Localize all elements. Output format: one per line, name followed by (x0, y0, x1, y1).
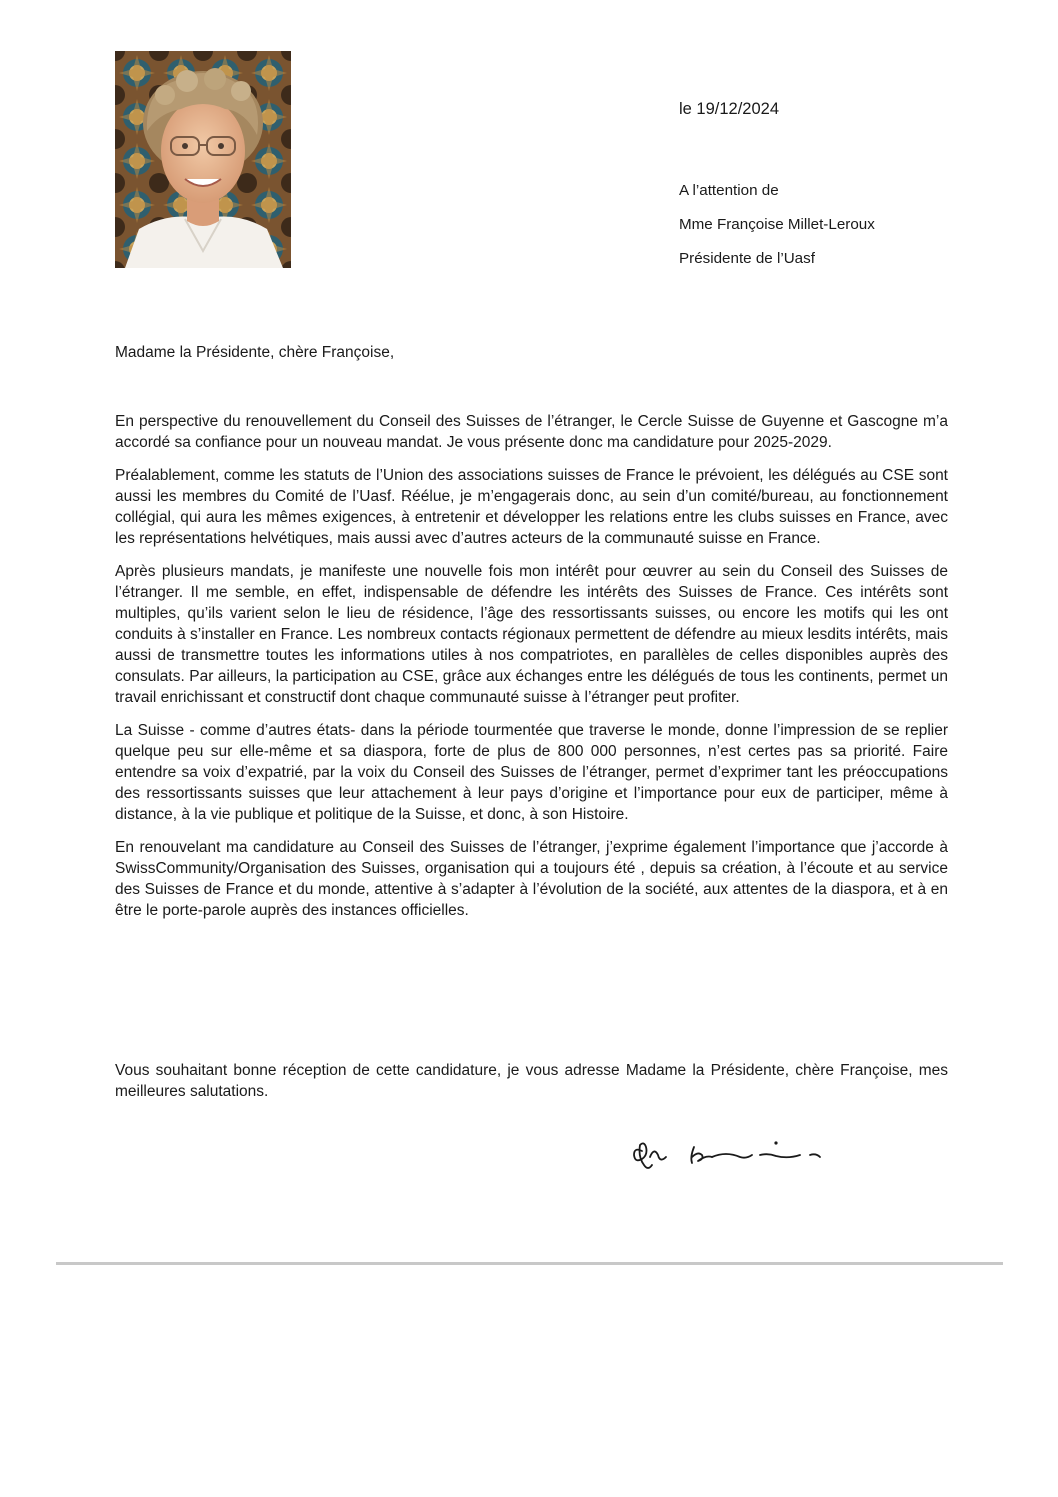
recipient-line: A l’attention de (679, 182, 779, 199)
paragraph: Préalablement, comme les statuts de l’Union des associations suisses de France le prévoient, les délégués au CSE sont aussi les membres du Comité de l’Uasf. Réélue, je m’engagerais donc, au sein d’un comité/bureau, au fonctionnement collégial, qui aura les mêmes exigences, à entretenir et développer les relations entre les clubs suisses en France, avec les représentations helvétiques, mais aussi avec d’autres acteurs de la communauté suisse en France. (115, 467, 948, 547)
recipient-title: Présidente de l’Uasf (679, 250, 815, 267)
footer-divider (56, 1262, 1003, 1265)
handwritten-signature (628, 1133, 838, 1178)
salutation: Madame la Présidente, chère Françoise, (115, 344, 395, 361)
paragraph: Après plusieurs mandats, je manifeste une nouvelle fois mon intérêt pour œuvrer au sein du Conseil des Suisses de l’étranger. Il me semble, en effet, indispensable de défendre les intérêts des Suisses de France. Ces intérêts sont multiples, qu’ils varient selon le lieu de résidence, l’âge des ressortissants suisses, ou encore les motifs qui les ont conduits à s’installer en France. Les nombreux contacts régionaux permettent de défendre au mieux lesdits intérêts, mais aussi de transmettre toutes les informations utiles à nos compatriotes, en parallèles de celles disponibles auprès des consulats. Par ailleurs, la participation au CSE, grâce aux échanges entre les délégués de tous les continents, permet un travail enrichissant et constructif dont chaque communauté suisse à l’étranger peut profiter. (115, 563, 948, 706)
paragraph: En perspective du renouvellement du Conseil des Suisses de l’étranger, le Cercle Suisse de Guyenne et Gascogne m’a accordé sa confiance pour un nouveau mandat. Je vous présente donc ma candidature pour 2025-2029. (115, 413, 948, 451)
paragraph: La Suisse - comme d’autres états- dans la période tourmentée que traverse le monde, donne l’impression de se replier quelque peu sur elle-même et sa diaspora, forte de plus de 800 000 personnes, n’est certes pas sa priorité. Faire entendre sa voix d’expatrié, par la voix du Conseil des Suisses de l’étranger, permet d’exprimer tant les préoccupations des ressortissants suisses que leur attachement à leur pays d’origine et l’importance pour eux de participer, même à distance, à la vie publique et politique de la Suisse, et donc, à son Histoire. (115, 722, 948, 823)
letter-date: le 19/12/2024 (679, 100, 780, 118)
paragraph: En renouvelant ma candidature au Conseil des Suisses de l’étranger, j’exprime également l’importance que j’accorde à SwissCommunity/Organisation des Suisses, organisation qui a toujours été , depuis sa création, à l’écoute et au service des Suisses de France et du monde, attentive à s’adapter à l’évolution de la société, aux attentes de la diaspora, et à en être le porte-parole auprès des instances officielles. (115, 839, 948, 919)
letter-body (115, 411, 948, 933)
recipient-block (679, 174, 875, 276)
recipient-name: Mme Françoise Millet-Leroux (679, 216, 875, 233)
closing-paragraph: Vous souhaitant bonne réception de cette candidature, je vous adresse Madame la Présidente, chère Françoise, mes meilleures salutations. (115, 1062, 948, 1100)
author-photo (115, 51, 291, 268)
